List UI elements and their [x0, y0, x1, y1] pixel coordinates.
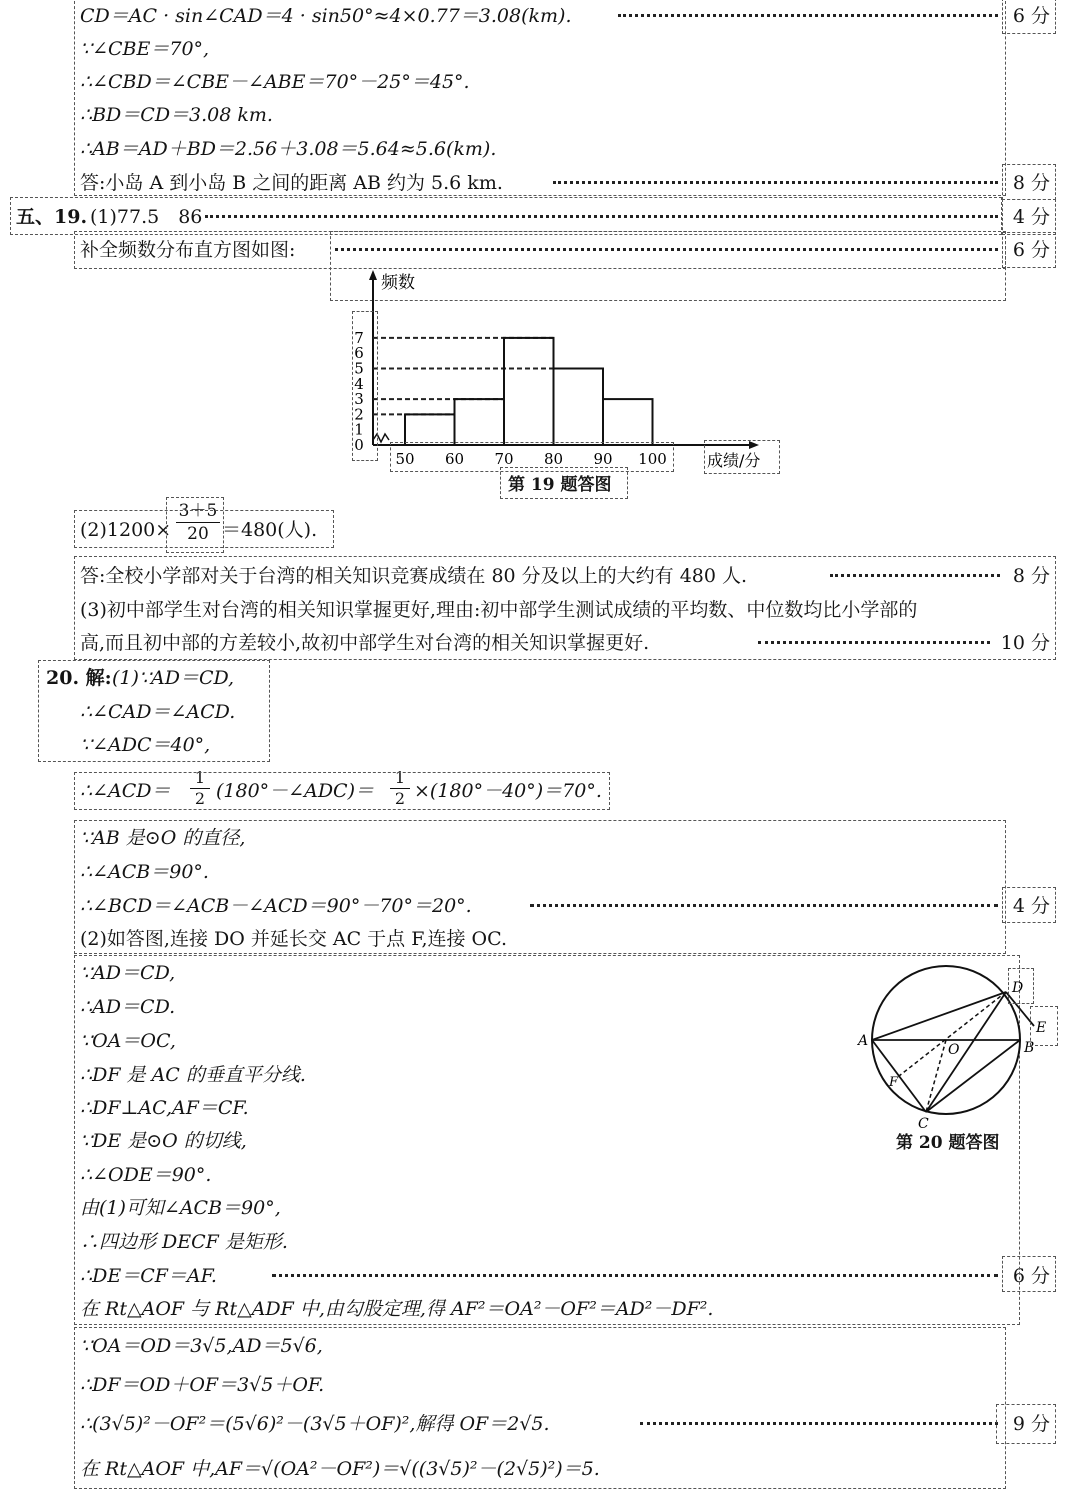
q20-line: (180°－∠ADC)＝: [216, 780, 375, 802]
score: 9 分: [1012, 1413, 1050, 1435]
point-label-a: A: [858, 1033, 869, 1049]
leader-dots: [272, 1274, 998, 1277]
histogram-bar: [455, 399, 505, 445]
q20-line: ∴DF＝OD＋OF＝3√5＋OF.: [80, 1374, 325, 1396]
fraction-denominator: 2: [190, 788, 210, 809]
q20-label: 20. 解:: [46, 667, 112, 689]
score: 4 分: [1012, 895, 1050, 917]
q20-line: (1)∵AD＝CD,: [112, 667, 235, 689]
line-bd: ∴BD＝CD＝3.08 km.: [80, 104, 273, 126]
leader-dots: [205, 215, 998, 218]
x-tick-label: 50: [395, 450, 415, 468]
leader-dots: [640, 1422, 998, 1425]
q20-line: ∴∠ACB＝90°.: [80, 861, 209, 883]
half-fraction: [190, 768, 210, 809]
point-label-o: O: [948, 1042, 960, 1058]
score: 6 分: [1012, 1265, 1050, 1287]
histogram-bar: [554, 369, 604, 446]
fraction-denominator: 20: [176, 522, 220, 545]
score: 6 分: [1012, 5, 1050, 27]
histogram-axes: [369, 270, 759, 449]
fraction-numerator: 1: [394, 768, 406, 787]
q19-part2-suffix: ＝480(人).: [222, 519, 318, 541]
q20-line: ∵∠ADC＝40°,: [80, 734, 211, 756]
q19-part1: (1)77.5 86: [90, 206, 203, 228]
leader-dots: [618, 14, 998, 17]
score: 4 分: [1012, 206, 1050, 228]
figure-caption: 第 20 题答图: [896, 1133, 1000, 1153]
q19-label: 五、19.: [16, 206, 88, 228]
answer-box: [74, 0, 1006, 196]
x-tick-label: 60: [444, 450, 465, 468]
line-cbe: ∵∠CBE＝70°,: [80, 38, 210, 60]
line-ab: ∴AB＝AD＋BD＝2.56＋3.08＝5.64≈5.6(km).: [80, 138, 497, 160]
segment-ad: [872, 992, 1006, 1040]
fraction-denominator: 2: [390, 788, 410, 809]
leader-dots: [830, 574, 1000, 577]
point-label-b: B: [1024, 1040, 1035, 1056]
q19-part2-prefix: (2)1200×: [80, 519, 172, 541]
q20-line: 在 Rt△AOF 中,AF＝√(OA²－OF²)＝√((3√5)²－(2√5)²)＝5.: [80, 1458, 600, 1480]
q20-line: ∵DE 是⊙O 的切线,: [80, 1130, 247, 1152]
q19-hist-intro: 补全频数分布直方图如图:: [80, 239, 296, 261]
leader-dots: [758, 641, 990, 644]
fraction-numerator: 1: [194, 768, 206, 787]
q20-line: ∵AD＝CD,: [80, 962, 176, 984]
fraction: [176, 500, 220, 545]
histogram-bar: [405, 414, 455, 445]
fraction-numerator: 3＋5: [178, 501, 218, 521]
y-tick-label: 4: [354, 374, 364, 393]
y-axis-label: 频数: [381, 273, 415, 293]
q19-part3-line1: (3)初中部学生对台湾的相关知识掌握更好,理由:初中部学生测试成绩的平均数、中位数均比小学部的: [80, 599, 918, 621]
point-label-e: E: [1036, 1020, 1047, 1036]
leader-dots: [553, 181, 998, 184]
leader-dots: [530, 904, 998, 907]
y-tick-label: 0: [354, 436, 364, 454]
segment-cd: [926, 992, 1006, 1112]
q20-line: ∴∠CAD＝∠ACD.: [80, 701, 236, 723]
q20-line: ∴四边形 DECF 是矩形.: [80, 1231, 288, 1253]
hist-caption: 第 19 题答图: [508, 475, 612, 495]
q20-line: 在 Rt△AOF 与 Rt△ADF 中,由勾股定理,得 AF²＝OA²－OF²＝AD²－DF².: [80, 1298, 714, 1320]
x-tick-label: 90: [593, 450, 613, 468]
half-fraction: [390, 768, 410, 809]
y-tick-label: 1: [354, 420, 364, 439]
q19-answer: 答:全校小学部对关于台湾的相关知识竞赛成绩在 80 分及以上的大约有 480 人.: [80, 565, 748, 587]
q20-line: ∴∠ACD＝: [80, 780, 171, 802]
q20-line: 由(1)可知∠ACB＝90°,: [80, 1197, 281, 1219]
point-label-c: C: [918, 1116, 929, 1132]
q20-line: ∴AD＝CD.: [80, 996, 176, 1018]
q20-line: ∴DF⊥AC,AF＝CF.: [80, 1097, 249, 1119]
q20-line: ∴∠ODE＝90°.: [80, 1164, 212, 1186]
x-tick-label: 70: [494, 450, 514, 468]
score: 8 分: [1012, 172, 1050, 194]
q19-part3-line2: 高,而且初中部的方差较小,故初中部学生对台湾的相关知识掌握更好.: [80, 632, 650, 654]
q20-line: ∵OA＝OC,: [80, 1030, 176, 1052]
y-tick-label: 5: [354, 359, 364, 378]
y-tick-label: 6: [354, 344, 364, 363]
q20-line: ∴DE＝CF＝AF.: [80, 1265, 217, 1287]
q20-line: (2)如答图,连接 DO 并延长交 AC 于点 F,连接 OC.: [80, 928, 507, 950]
line-cd: CD＝AC · sin∠CAD＝4 · sin50°≈4×0.77＝3.08(km).: [80, 5, 572, 27]
y-tick-label: 7: [354, 328, 364, 347]
segment-cb: [926, 1040, 1020, 1112]
q20-line: ∵OA＝OD＝3√5,AD＝5√6,: [80, 1335, 323, 1357]
answer-18: 答:小岛 A 到小岛 B 之间的距离 AB 约为 5.6 km.: [80, 172, 503, 194]
point-label-f: F: [889, 1075, 899, 1090]
y-tick-label: 2: [354, 405, 364, 424]
x-tick-label: 100: [638, 450, 667, 468]
q20-line: ×(180°－40°)＝70°.: [414, 780, 602, 802]
x-tick-label: 80: [543, 450, 564, 468]
line-cbd: ∴∠CBD＝∠CBE－∠ABE＝70°－25°＝45°.: [80, 71, 470, 93]
point-label-d: D: [1012, 980, 1024, 996]
segment-oc: [926, 1040, 946, 1112]
score: 6 分: [1012, 239, 1050, 261]
histogram-bar: [504, 338, 554, 445]
histogram-bar: [603, 399, 653, 445]
q20-line: ∴∠BCD＝∠ACB－∠ACD＝90°－70°＝20°.: [80, 895, 472, 917]
q20-line: ∵AB 是⊙O 的直径,: [80, 827, 246, 849]
score: 8 分: [1012, 565, 1050, 587]
histogram: [345, 268, 785, 498]
q20-line: ∴(3√5)²－OF²＝(5√6)²－(3√5＋OF)²,解得 OF＝2√5.: [80, 1413, 550, 1435]
score: 10 分: [1000, 632, 1050, 654]
q20-line: ∴DF 是 AC 的垂直平分线.: [80, 1064, 306, 1086]
x-axis-label: 成绩/分: [707, 451, 761, 470]
leader-dots: [335, 248, 998, 251]
circle-figure: [856, 962, 1056, 1132]
y-tick-label: 3: [354, 390, 364, 409]
tangent-de: [1006, 992, 1034, 1026]
